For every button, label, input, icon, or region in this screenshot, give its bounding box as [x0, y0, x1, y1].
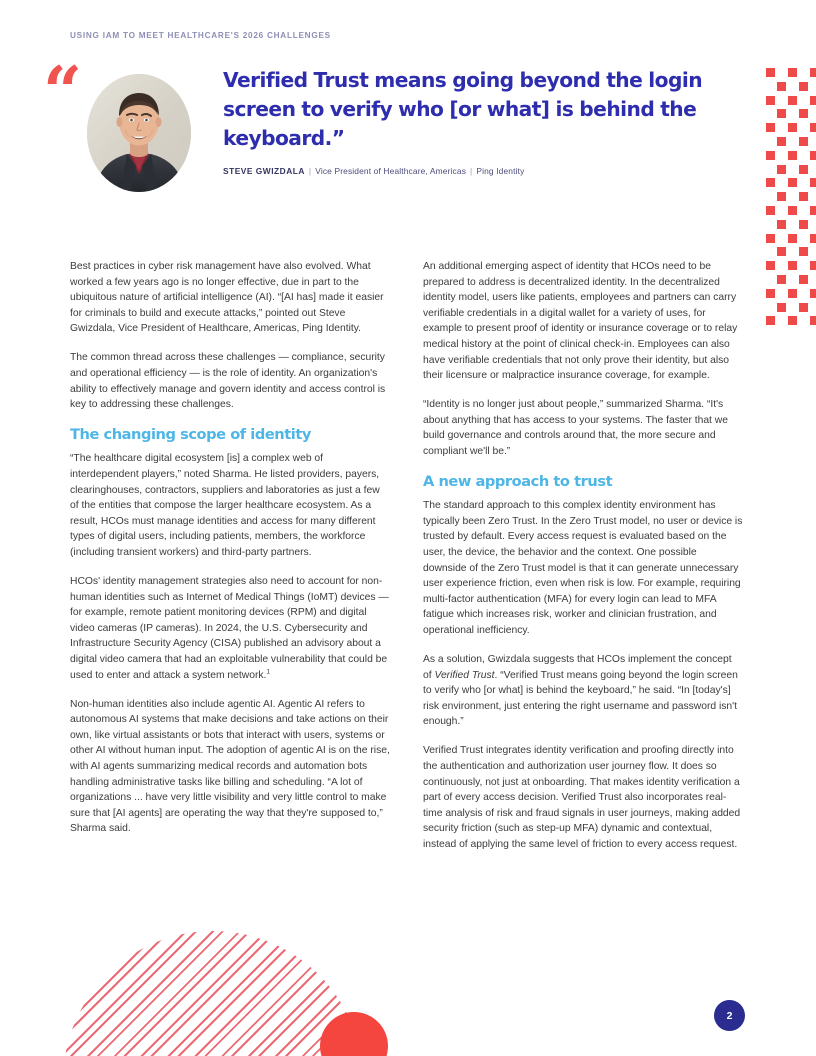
page-eyebrow-title: USING IAM TO MEET HEALTHCARE'S 2026 CHALLENGES [70, 31, 331, 40]
decorative-dot [788, 289, 797, 298]
section-heading-changing-scope: The changing scope of identity [70, 426, 311, 444]
decorative-dot [810, 123, 816, 132]
avatar [87, 74, 191, 192]
decorative-dot [788, 96, 797, 105]
decorative-dot [788, 123, 797, 132]
decorative-dot [799, 303, 808, 312]
decorative-dot [766, 289, 775, 298]
decorative-dot [788, 68, 797, 77]
decorative-dot [766, 96, 775, 105]
paragraph: Verified Trust integrates identity verification and proofing directly into the authentication and authorization user journey flow. It does so continuously, not just at onboarding. That makes identity verification a part of every access decision. Verified Trust also incorporates real-time analysis of risk and fraud signals in user journeys, making added security friction (such as step-up MFA) dynamic and contextual, instead of applying the same level of friction to every access request. [423, 745, 741, 850]
decorative-dot [810, 261, 816, 270]
decorative-dot [766, 178, 775, 187]
paragraph: Best practices in cyber risk management have also evolved. What worked a few years ago is no longer effective, due in part to the ubiquitous nature of artificial intelligence (AI). “[AI has] made it easier for criminals to build and execute attacks,” pointed out Steve Gwizdala, Vice President of Healthcare, Americas, Ping Identity. [70, 261, 384, 335]
page-number-badge: 2 [714, 1000, 745, 1031]
paragraph-with-footnote [70, 574, 390, 683]
decorative-dot [788, 316, 797, 325]
attribution-name: STEVE GWIZDALA [223, 165, 305, 176]
hatch-fan-inner [63, 931, 363, 1056]
decorative-dot [777, 82, 786, 91]
decorative-dot [766, 123, 775, 132]
attribution-separator-1: | [308, 165, 312, 176]
decorative-dot [766, 316, 775, 325]
decorative-dot [777, 165, 786, 174]
decorative-dot [777, 247, 786, 256]
decorative-dot [810, 151, 816, 160]
right-column [423, 259, 743, 853]
paragraph-text: HCOs' identity management strategies also need to account for non-human identities such as Internet of Medical Things (IoMT) devices — for example, remote patient monitoring devices (RPM) and digital video cameras (IP cameras). In 2024, the U.S. Cybersecurity and Infrastructure Security Agency (CISA) published an advisory about a digital video camera that had an exploitable vulnerability that could be used to enter and attack a system network. [70, 576, 389, 681]
decorative-dot [799, 220, 808, 229]
decorative-dot [799, 192, 808, 201]
quote-text-wrap [223, 66, 760, 176]
attribution-organization: Ping Identity [476, 165, 525, 176]
decorative-dot [810, 68, 816, 77]
decorative-dot [810, 234, 816, 243]
pull-quote-block [40, 52, 760, 176]
decorative-dot [766, 261, 775, 270]
decorative-dot [777, 303, 786, 312]
footnote-marker: 1 [266, 668, 271, 676]
decorative-dot [810, 316, 816, 325]
body-columns [70, 259, 744, 853]
paragraph: An additional emerging aspect of identity that HCOs need to be prepared to address is decentralized identity. In the decentralized identity model, users like patients, employees and partners can carry verifiable credentials in a digital wallet for a variety of uses, for example to present proof of identity or insurance coverage or to relay medical history at the point of clinical check-in. Employees can also have verifiable credentials that not only prove their identity, but also their licensure or malpractice insurance coverage, for example. [423, 261, 738, 382]
paragraph-verified-trust [423, 652, 743, 730]
decorative-dot [777, 192, 786, 201]
decorative-dot [810, 289, 816, 298]
decorative-dot [810, 178, 816, 187]
decorative-dot [788, 178, 797, 187]
section-heading-new-approach: A new approach to trust [423, 473, 613, 491]
attribution-role: Vice President of Healthcare, Americas [315, 165, 467, 176]
vt-italic-term: Verified Trust [434, 669, 495, 681]
quote-attribution [223, 166, 760, 176]
paragraph: Non-human identities also include agentic AI. Agentic AI refers to autonomous AI systems that make decisions and take actions on their own, like virtual assistants or bots that interact with users, systems or other AI without human input. The adoption of agentic AI is on the rise, with AI agents summarizing medical records and automation bots handling administrative tasks like billing and scheduling. “A lot of organizations ... have very little visibility and very little control to make sure that [AI agents] are operating the way that they're supposed to,” Sharma said. [70, 698, 390, 835]
decorative-dot [766, 68, 775, 77]
paragraph: The common thread across these challenges — compliance, security and operational efficiency — is the role of identity. An organization's ability to effectively manage and govern identity and access control is key to addressing these challenges. [70, 352, 386, 411]
decorative-dot [810, 96, 816, 105]
decorative-dot [799, 165, 808, 174]
decorative-dot [799, 82, 808, 91]
pull-quote-headline: Verified Trust means going beyond the login screen to verify who [or what] is behind the keyboard.” [223, 68, 703, 150]
portrait-illustration [87, 74, 191, 192]
paragraph: The standard approach to this complex identity environment has typically been Zero Trust. In the Zero Trust model, no user or device is trusted by default. Every access request is evaluated based on the user, the device, the behavior and the context. One possible downside of the Zero Trust model is that it can generate unnecessary user experience friction, even when risk is low. For example, requiring multi-factor authentication (MFA) for every login can lead to MFA fatigue which increases risk, worker and clinician frustration, and operational inefficiency. [423, 500, 743, 636]
decorative-dot [788, 151, 797, 160]
vt-after-italic: . “Verified Trust means going beyond the login screen to verify who [or what] is behind the keyboard,” he said. “In [today's] risk environment, just entering the right username and password isn't enough.” [423, 669, 738, 728]
decorative-dot [777, 220, 786, 229]
decorative-dot [777, 137, 786, 146]
decorative-dot [788, 234, 797, 243]
left-column [70, 259, 390, 853]
quotation-mark-icon: “ [43, 52, 81, 132]
decorative-dot [810, 206, 816, 215]
decorative-dot [777, 275, 786, 284]
attribution-separator-2: | [470, 165, 473, 176]
decorative-dot [799, 275, 808, 284]
decorative-dot [799, 247, 808, 256]
decorative-dot [766, 151, 775, 160]
decorative-dot [777, 109, 786, 118]
decorative-hatch-fan [63, 931, 363, 1056]
paragraph: “The healthcare digital ecosystem [is] a complex web of interdependent players,” noted Sharma. He listed providers, payers, clearinghouses, contractors, suppliers and laboratories as just a few of the entities that compose the larger healthcare ecosystem. As a result, HCOs must manage identities and access for many different types of digital users, including patients, members, the workforce (including transient workers) and third-party partners. [70, 453, 380, 558]
decorative-dot [799, 137, 808, 146]
decorative-dot [799, 109, 808, 118]
decorative-dot-grid [766, 68, 816, 333]
vt-before-italic: As a solution, Gwizdala suggests that HCOs implement the concept of [423, 653, 732, 681]
decorative-dot [788, 261, 797, 270]
decorative-dot [766, 206, 775, 215]
decorative-dot [766, 234, 775, 243]
decorative-dot [788, 206, 797, 215]
paragraph: “Identity is no longer just about people,” summarized Sharma. “It's about anything that has access to your systems. The faster that we build governance and controls around that, the more secure and compliant we'll be.” [423, 399, 728, 458]
